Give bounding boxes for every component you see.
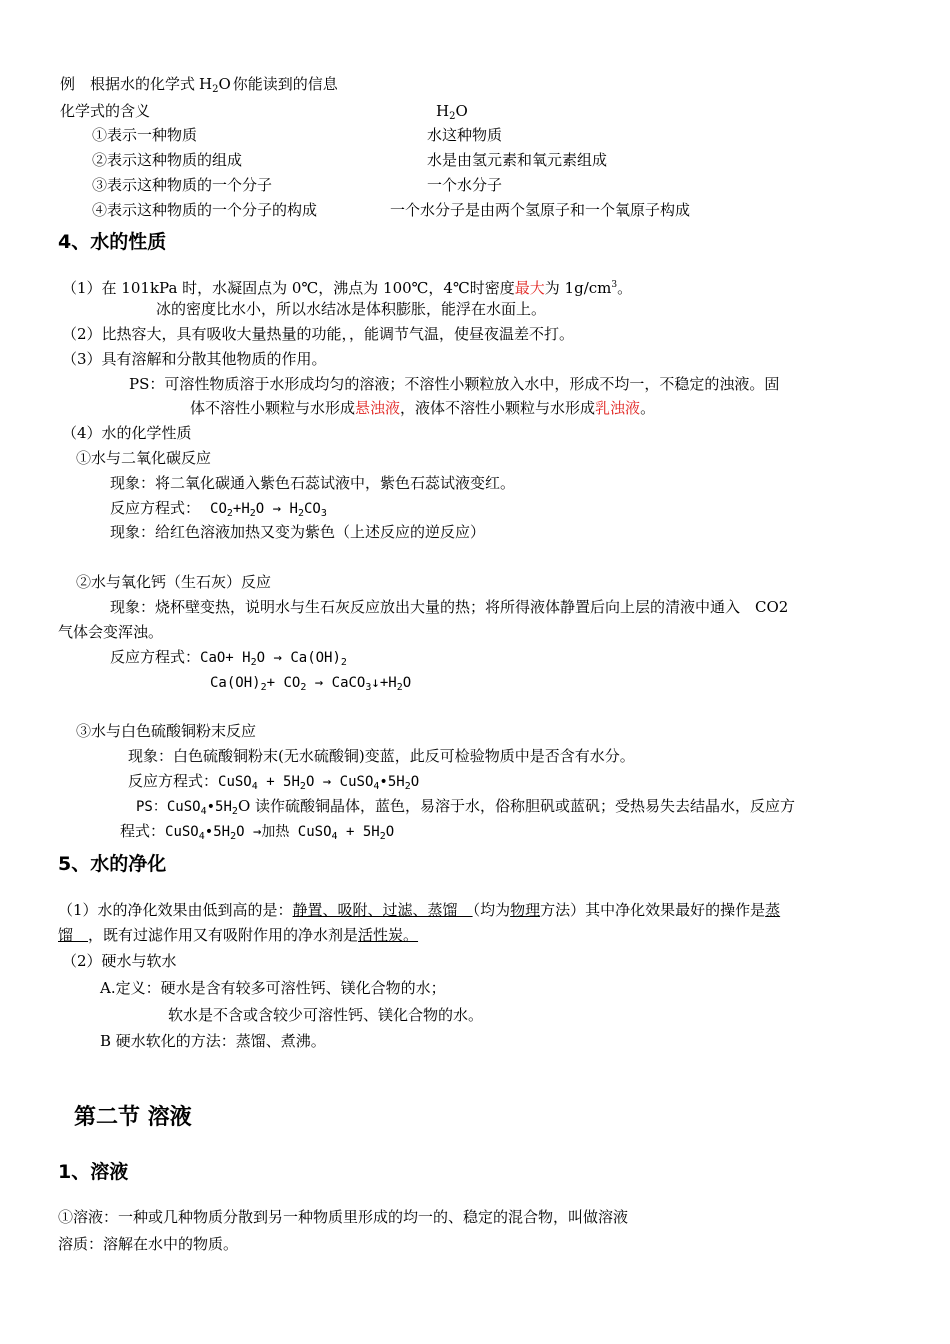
reaction-3-title: ③水与白色硫酸铜粉末反应	[76, 722, 257, 740]
property-1: （1）在 101kPa 时，水凝固点为 0℃，沸点为 100℃，4℃时密度最大为 $1g/cm^3$。	[62, 279, 633, 297]
reaction-2-phenomenon: 现象：烧杯壁变热，说明水与生石灰反应放出大量的热；将所得液体静置后向上层的清液中通入 CO2	[110, 598, 789, 616]
reaction-2-title: ②水与氧化钙（生石灰）反应	[76, 573, 272, 591]
reaction-1-title: ①水与二氧化碳反应	[76, 449, 212, 467]
property-4: （4）水的化学性质	[62, 424, 192, 442]
solution-definition: ①溶液：一种或几种物质分散到另一种物质里形成的均一的、稳定的混合物，叫做溶液	[58, 1208, 629, 1226]
definition-soft-water: 软水是不含或含较少可溶性钙、镁化合物的水。	[168, 1006, 484, 1024]
property-2: （2）比热容大，具有吸收大量热量的功能，，能调节气温，使昼夜温差不打。	[62, 325, 575, 343]
reaction-2-equation-2: $Ca(OH)_2+ CO_2$ → $CaCO_3↓+H_2O$	[210, 675, 412, 693]
definition-hard-water: A.定义：硬水是含有较多可溶性钙、镁化合物的水；	[100, 979, 446, 997]
reaction-1-equation: 反应方程式： $CO_2+H_2O \to H_2CO_3$	[110, 499, 327, 519]
softening-method: B 硬水软化的方法：蒸馏、煮沸。	[100, 1032, 326, 1050]
reaction-1-phenomenon-2: 现象：给红色溶液加热又变为紫色（上述反应的逆反应）	[110, 523, 486, 541]
hard-soft-water: （2）硬水与软水	[62, 952, 177, 970]
meaning-row-right: 水这种物质	[427, 126, 503, 144]
reaction-3-phenomenon: 现象：白色硫酸铜粉末(无水硫酸铜)变蓝，此反可检验物质中是否含有水分。	[128, 747, 635, 765]
reaction-3-equation: 反应方程式：CuSO$_4$ + $5H_2O$ → $CuSO_4•5H_2O$	[128, 772, 420, 792]
example-question: 例 根据水的化学式 $H_2O$ 你能读到的信息	[60, 75, 338, 95]
property-1-note: 冰的密度比水小，所以水结冰是体积膨胀，能浮在水面上。	[156, 300, 547, 318]
meaning-label: 化学式的含义	[60, 102, 151, 120]
meaning-row-right: 一个水分子是由两个氢原子和一个氧原子构成	[390, 201, 691, 219]
ps-note-line2: 体不溶性小颗粒与水形成悬浊液，液体不溶性小颗粒与水形成乳浊液。	[190, 399, 656, 417]
meaning-row-right: 水是由氢元素和氧元素组成	[427, 151, 608, 169]
property-3: （3）具有溶解和分散其他物质的作用。	[62, 350, 327, 368]
ps-note: PS：可溶性物质溶于水形成均匀的溶液；不溶性小颗粒放入水中，形成不均一，不稳定的浊液。固	[129, 375, 780, 393]
meaning-row-left: ③表示这种物质的一个分子	[92, 176, 273, 194]
solute-definition: 溶质：溶解在水中的物质。	[58, 1235, 239, 1253]
formula-h2o: $H_2O$	[436, 102, 468, 122]
meaning-row-left: ②表示这种物质的组成	[92, 151, 243, 169]
meaning-row-left: ①表示一种物质	[92, 126, 198, 144]
meaning-row-left: ④表示这种物质的一个分子的构成	[92, 201, 318, 219]
reaction-3-ps: PS：$CuSO_4•5H_2O$ 读作硫酸铜晶体，蓝色，易溶于水，俗称胆矾或蓝矾；受热易失去结晶水，反应方	[136, 797, 796, 817]
purification-1: （1）水的净化效果由低到高的是：静置、吸附、过滤、蒸馏 （均为物理方法）其中净化效果最好的操作是蒸	[58, 901, 781, 919]
reaction-3-ps-equation: 程式：$CuSO_4•5H_2O$ →加热 CuSO$_4$ + $5H_2O$	[120, 822, 395, 842]
purification-1-cont: 馏 ，既有过滤作用又有吸附作用的净水剂是活性炭。	[58, 926, 419, 944]
section-heading-water-properties: 4、水的性质	[58, 231, 167, 253]
meaning-row-right: 一个水分子	[427, 176, 503, 194]
reaction-2-equation-1: 反应方程式：$CaO+ H_2O \to Ca(OH)_2$	[110, 648, 347, 668]
section-heading-water-purification: 5、水的净化	[58, 853, 167, 875]
section-heading-solution: 1、溶液	[58, 1161, 129, 1183]
reaction-2-phenomenon-cont: 气体会变浑浊。	[58, 623, 164, 641]
chapter-heading-solutions: 第二节 溶液	[74, 1105, 192, 1130]
reaction-1-phenomenon: 现象：将二氧化碳通入紫色石蕊试液中，紫色石蕊试液变红。	[110, 474, 516, 492]
